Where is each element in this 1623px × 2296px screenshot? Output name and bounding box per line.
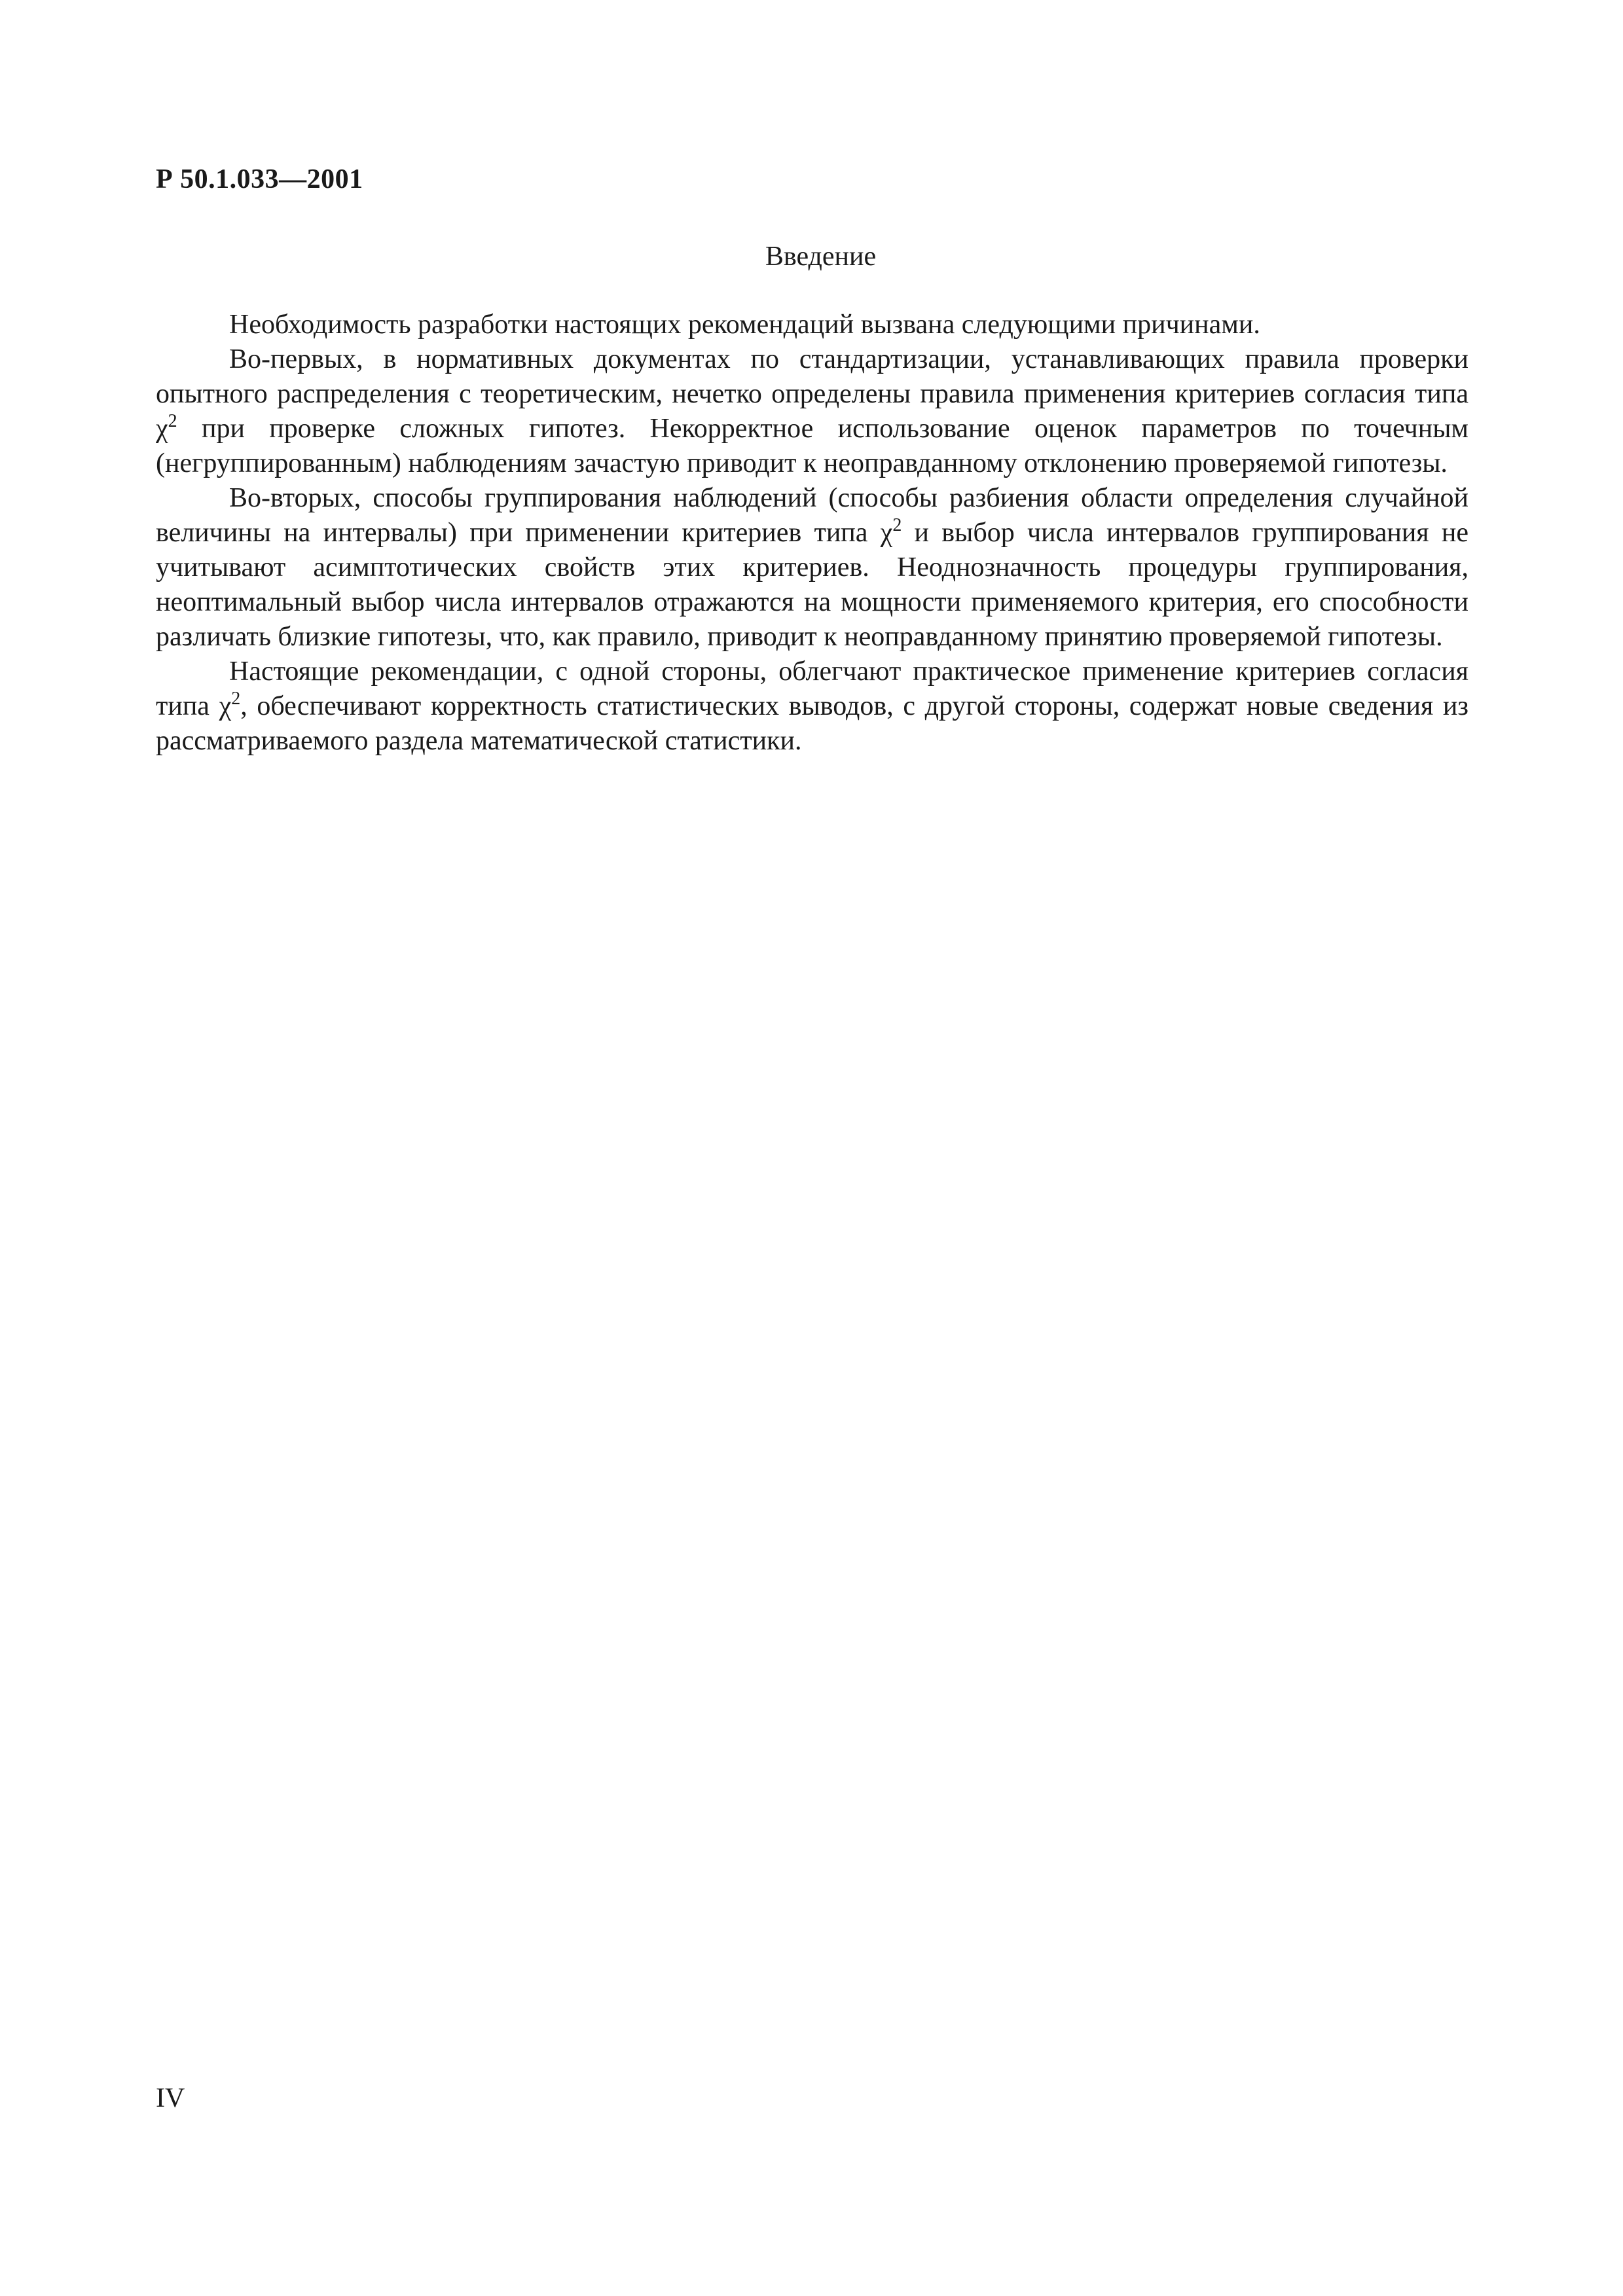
section-title-text: Введение bbox=[765, 242, 877, 272]
paragraph-4 bbox=[156, 655, 1468, 759]
page-number: IV bbox=[156, 2083, 185, 2113]
document-code-header: Р 50.1.033—2001 bbox=[156, 164, 363, 194]
paragraph-1: Необходимость разработки настоящих рекомендаций вызвана следующими причинами. bbox=[229, 310, 1260, 340]
chi-square-superscript: 2 bbox=[168, 411, 177, 431]
body-text bbox=[156, 308, 1468, 759]
paragraph-4-text-b: , обеспечивают корректность статистических выводов, с другой стороны, содержат новые сведения из рассматриваемого раздела математической статистики. bbox=[156, 691, 1468, 756]
paragraph-2 bbox=[156, 342, 1468, 481]
paragraph-4-text-a: Настоящие рекомендации, с одной стороны, облегчают практическое применение критериев согласия типа χ bbox=[156, 656, 1468, 721]
chi-square-superscript: 2 bbox=[892, 515, 902, 535]
paragraph-3-text-b: и выбор числа интервалов группирования не учитывают асимптотических свойств этих критериев. Неоднозначность процедуры группирования, неоптимальный выбор числа интервалов отражаются на мощности применяемого критерия, его способности различать близкие гипотезы, что, как правило, приводит к неоправданному принятию проверяемой гипотезы. bbox=[156, 518, 1468, 652]
paragraph-2-text-a: Во-первых, в нормативных документах по стандартизации, устанавливающих правила проверки опытного распределения с теоретическим, нечетко определены правила применения критериев согласия типа χ bbox=[156, 344, 1468, 444]
paragraph-3-text-a: Во-вторых, способы группирования наблюдений (способы разбиения области определения случайной величины на интервалы) при применении критериев типа χ bbox=[156, 483, 1468, 548]
paragraph-3 bbox=[156, 481, 1468, 655]
section-title bbox=[0, 241, 1623, 272]
paragraph-2-text-b: при проверке сложных гипотез. Некорректное использование оценок параметров по точечным (негруппированным) наблюдениям зачастую приводит к неоправданному отклонению проверяемой гипотезы. bbox=[156, 414, 1468, 478]
chi-square-superscript: 2 bbox=[231, 689, 241, 709]
